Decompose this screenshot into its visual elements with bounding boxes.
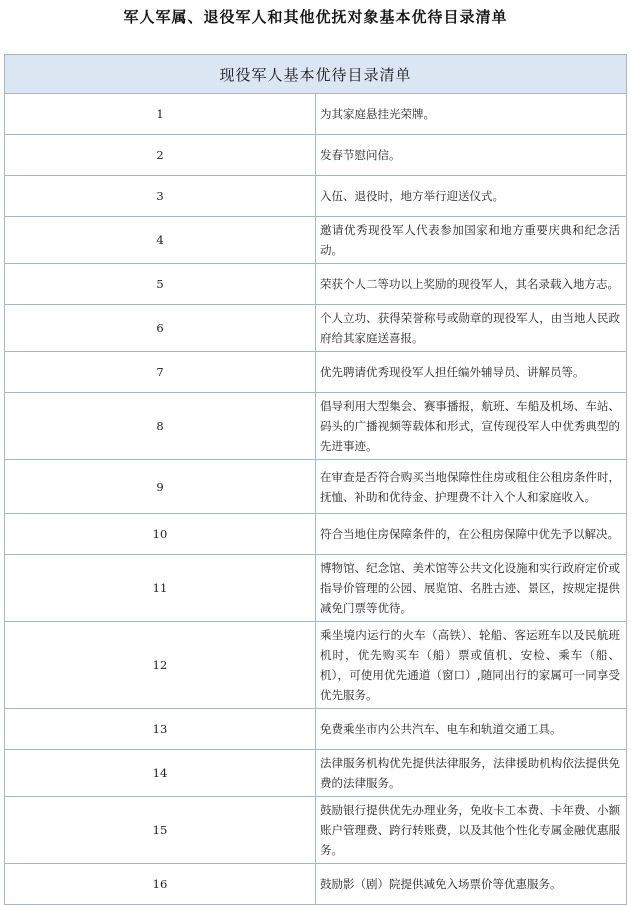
table-row	[5, 94, 627, 135]
row-text: 邀请优秀现役军人代表参加国家和地方重要庆典和纪念活动。	[316, 217, 627, 264]
table-row	[5, 176, 627, 217]
row-number: 2	[5, 135, 316, 176]
row-text: 符合当地住房保障条件的，在公租房保障中优先予以解决。	[316, 514, 627, 555]
row-number: 15	[5, 797, 316, 864]
row-text: 倡导利用大型集会、赛事播报，航班、车船及机场、车站、码头的广播视频等载体和形式，宣传现役军人中优秀典型的先进事迹。	[316, 393, 627, 460]
table-row	[5, 264, 627, 305]
row-text: 发春节慰问信。	[316, 135, 627, 176]
table-header: 现役军人基本优待目录清单	[5, 55, 627, 94]
row-text: 鼓励银行提供优先办理业务，免收卡工本费、卡年费、小额账户管理费、跨行转账费，以及其他个性化专属金融优惠服务。	[316, 797, 627, 864]
row-text: 荣获个人二等功以上奖励的现役军人，其名录载入地方志。	[316, 264, 627, 305]
row-number: 9	[5, 460, 316, 514]
table-row	[5, 709, 627, 750]
row-number: 8	[5, 393, 316, 460]
row-number: 7	[5, 352, 316, 393]
table-row	[5, 555, 627, 622]
table-row	[5, 797, 627, 864]
row-number: 5	[5, 264, 316, 305]
benefits-table	[4, 54, 627, 905]
table-row	[5, 460, 627, 514]
table-row	[5, 864, 627, 905]
table-row	[5, 217, 627, 264]
row-number: 1	[5, 94, 316, 135]
table-row	[5, 352, 627, 393]
row-text: 优先聘请优秀现役军人担任编外辅导员、讲解员等。	[316, 352, 627, 393]
row-number: 14	[5, 750, 316, 797]
row-number: 3	[5, 176, 316, 217]
row-number: 11	[5, 555, 316, 622]
row-number: 12	[5, 622, 316, 709]
row-number: 10	[5, 514, 316, 555]
row-text: 免费乘坐市内公共汽车、电车和轨道交通工具。	[316, 709, 627, 750]
table-row	[5, 135, 627, 176]
row-number: 16	[5, 864, 316, 905]
table-row	[5, 622, 627, 709]
row-text: 为其家庭悬挂光荣牌。	[316, 94, 627, 135]
row-text: 在审查是否符合购买当地保障性住房或租住公租房条件时，抚恤、补助和优待金、护理费不计入个人和家庭收入。	[316, 460, 627, 514]
table-header-row	[5, 55, 627, 94]
row-text: 鼓励影（剧）院提供减免入场票价等优惠服务。	[316, 864, 627, 905]
table-row	[5, 750, 627, 797]
row-number: 13	[5, 709, 316, 750]
row-text: 入伍、退役时，地方举行迎送仪式。	[316, 176, 627, 217]
row-number: 4	[5, 217, 316, 264]
row-text: 乘坐境内运行的火车（高铁）、轮船、客运班车以及民航班机时，优先购买车（船）票或值机、安检、乘车（船、机），可使用优先通道（窗口）,随同出行的家属可一同享受优先服务。	[316, 622, 627, 709]
table-row	[5, 305, 627, 352]
row-text: 法律服务机构优先提供法律服务，法律援助机构依法提供免费的法律服务。	[316, 750, 627, 797]
row-text: 博物馆、纪念馆、美术馆等公共文化设施和实行政府定价或指导价管理的公园、展览馆、名胜古迹、景区，按规定提供减免门票等优待。	[316, 555, 627, 622]
row-number: 6	[5, 305, 316, 352]
table-row	[5, 393, 627, 460]
document-title: 军人军属、退役军人和其他优抚对象基本优待目录清单	[123, 8, 508, 26]
table-row	[5, 514, 627, 555]
row-text: 个人立功、获得荣誉称号或勋章的现役军人，由当地人民政府给其家庭送喜报。	[316, 305, 627, 352]
